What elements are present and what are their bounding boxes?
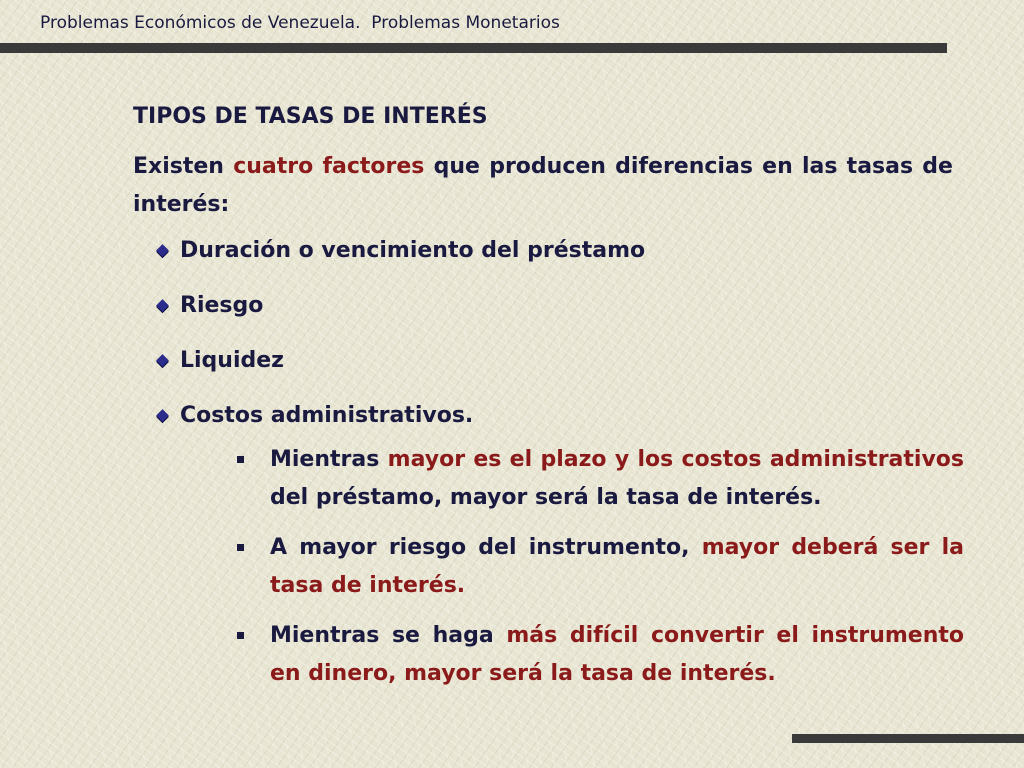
diamond-bullet-icon: [156, 244, 169, 257]
note-text-before: A mayor riesgo del instrumento,: [270, 535, 702, 560]
factor-item: [133, 287, 953, 325]
intro-text-before: Existen: [133, 154, 234, 179]
footer-divider-bar: [792, 734, 1024, 743]
factor-label: Costos administrativos.: [180, 403, 474, 428]
square-bullet-icon: [237, 632, 244, 639]
note-highlight: más difícil convertir el instrumento en dinero, mayor será la tasa de interés.: [270, 623, 964, 686]
factor-item: [133, 232, 953, 270]
note-highlight: mayor deberá ser la tasa de interés.: [270, 535, 964, 598]
intro-highlight: cuatro factores: [233, 154, 425, 179]
note-text-after: del préstamo, mayor será la tasa de interés.: [270, 485, 822, 510]
factor-item: [133, 342, 953, 380]
note-text-before: Mientras se haga: [270, 623, 507, 648]
slide-content: [133, 98, 964, 705]
factor-item: [133, 397, 953, 435]
factor-label: Liquidez: [180, 348, 284, 373]
slide-header: Problemas Económicos de Venezuela. Problemas Monetarios: [40, 13, 560, 33]
diamond-bullet-icon: [156, 299, 169, 312]
note-highlight: mayor es el plazo y los costos administrativos: [387, 447, 964, 472]
diamond-bullet-icon: [156, 354, 169, 367]
slide-title: TIPOS DE TASAS DE INTERÉS: [133, 104, 488, 129]
factor-label: Duración o vencimiento del préstamo: [180, 238, 646, 263]
header-divider-bar: [0, 43, 947, 53]
intro-paragraph: [133, 148, 953, 224]
square-bullet-icon: [237, 456, 244, 463]
diamond-bullet-icon: [156, 409, 169, 422]
note-item: [133, 529, 964, 605]
intro-text-after: que producen diferencias en las tasas de interés:: [133, 154, 953, 217]
note-item: [133, 441, 964, 517]
note-item: [133, 617, 964, 693]
factor-label: Riesgo: [180, 293, 264, 318]
note-text-before: Mientras: [270, 447, 388, 472]
square-bullet-icon: [237, 544, 244, 551]
